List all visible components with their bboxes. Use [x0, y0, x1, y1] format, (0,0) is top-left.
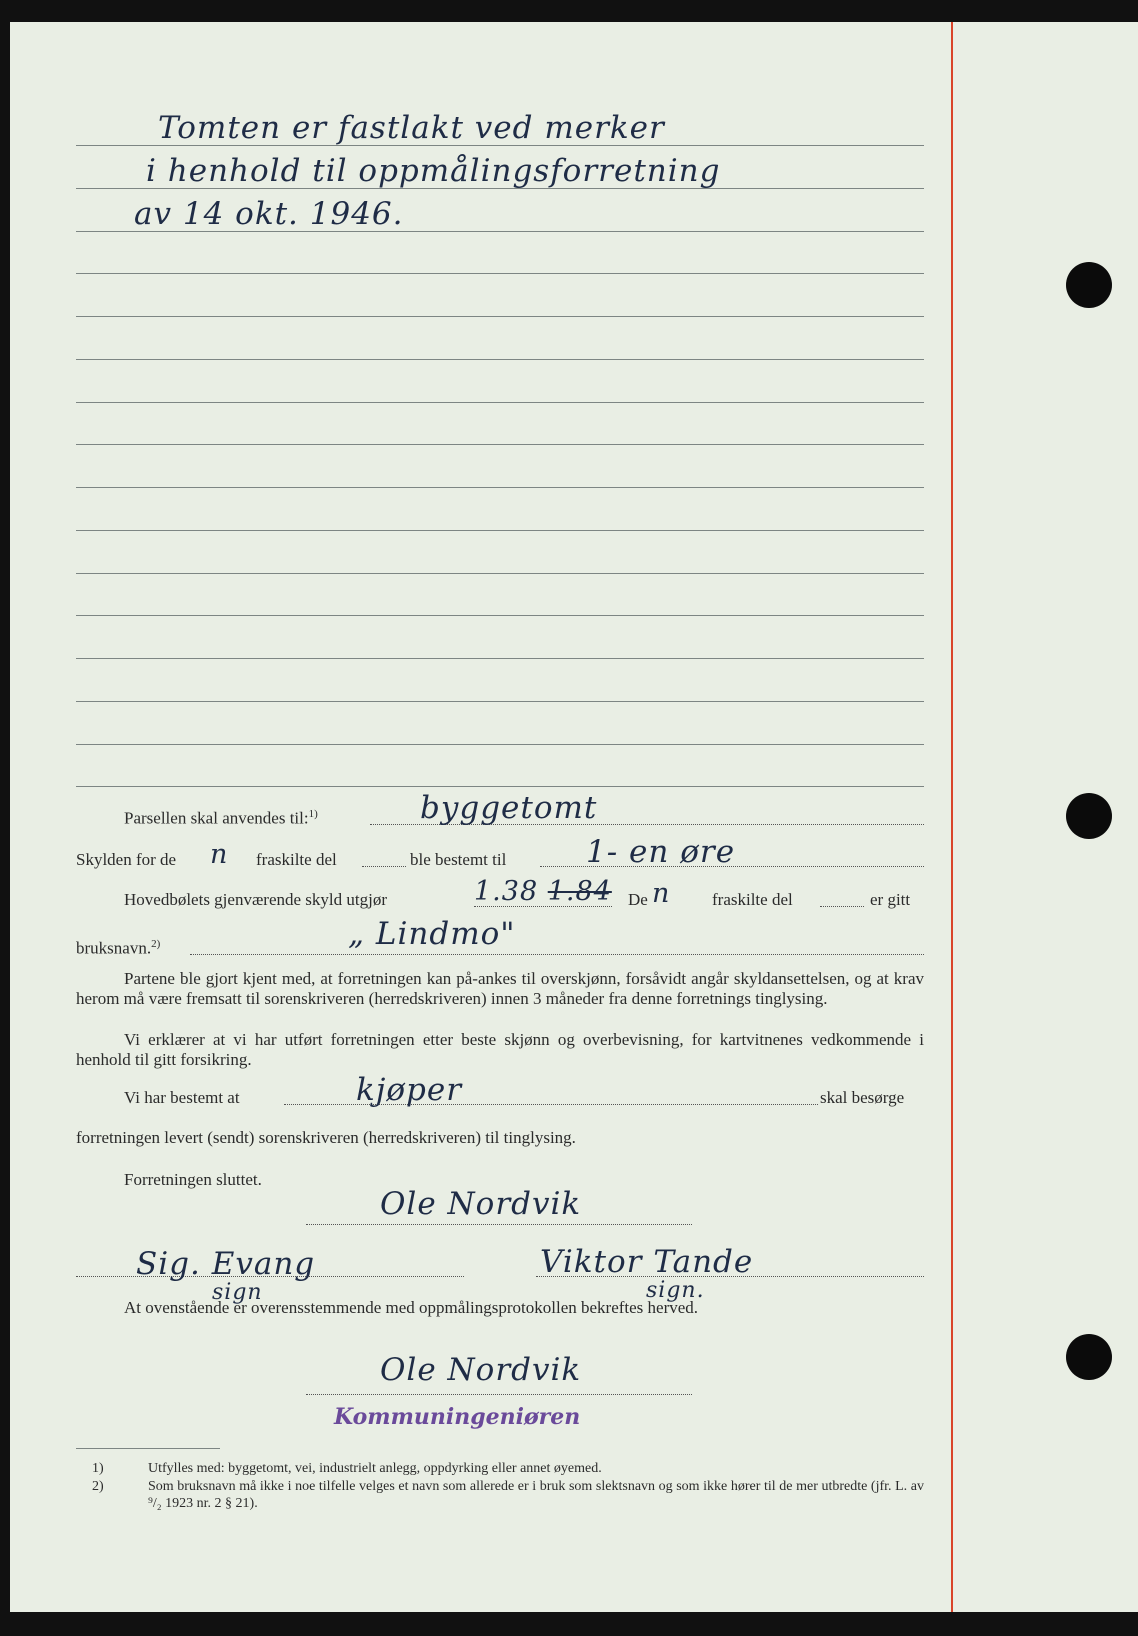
skylden-value: 1- en øre: [586, 834, 736, 870]
de-inserted: n: [652, 878, 671, 909]
ruled-line: [76, 273, 924, 274]
ruled-line: [76, 701, 924, 702]
hoved-value: 1.38 1.84: [474, 876, 612, 907]
bestemt-at-label: Vi har bestemt at: [124, 1088, 240, 1107]
ruled-line: [76, 487, 924, 488]
ruled-line: [76, 359, 924, 360]
fraskilte-label-2: fraskilte del: [712, 890, 793, 909]
ruled-line: [76, 530, 924, 531]
ruled-line: [76, 444, 924, 445]
besorge-label: skal besørge: [820, 1088, 905, 1107]
signature-main: Ole Nordvik: [380, 1186, 582, 1222]
fraskilte-label: fraskilte del: [256, 850, 337, 869]
ruled-line: [76, 573, 924, 574]
dotted-field: [362, 866, 406, 867]
official-stamp: Kommuningeniøren: [334, 1404, 581, 1430]
signature-right-note: sign.: [646, 1278, 705, 1303]
skylden-inserted: n: [210, 839, 229, 870]
levert-line: forretningen levert (sendt) sorenskriveren (herredskriveren) til tinglysing.: [76, 1128, 576, 1147]
punch-hole-bottom: [1066, 1334, 1112, 1380]
de-label: De: [628, 890, 648, 909]
bestemt-label: ble bestemt til: [410, 850, 507, 869]
signature-left-note: sign: [212, 1280, 263, 1305]
confirm-line: At ovenstående er overensstemmende med oppmålingsprotokollen bekreftes herved.: [124, 1298, 699, 1317]
signature-right: Viktor Tande: [540, 1244, 754, 1280]
punch-hole-top: [1066, 262, 1112, 308]
bestemt-value: kjøper: [356, 1072, 463, 1108]
handwritten-line-2: i henhold til oppmålingsforretning: [146, 153, 721, 189]
dotted-field: [820, 906, 864, 907]
skylden-label: Skylden for de: [76, 850, 177, 869]
ruled-line: [76, 786, 924, 787]
bruksnavn-label: bruksnavn.$^{2)}$: [76, 938, 161, 958]
footnote-2: 2) Som bruksnavn må ikke i noe tilfelle velges et navn som allerede er i bruk som slektsnavn og som ikke hører til de mer utbredte (jfr. L. av ⁹/₂ 1923 nr. 2 § 21).: [92, 1479, 924, 1511]
signature-left: Sig. Evang: [136, 1246, 316, 1282]
dotted-field: [190, 954, 924, 955]
ruled-line: [76, 615, 924, 616]
handwritten-line-1: Tomten er fastlakt ved merker: [158, 110, 665, 146]
footnote-1: 1) Utfylles med: byggetomt, vei, industrielt anlegg, oppdyrking eller annet øyemed.: [92, 1461, 602, 1476]
ruled-line: [76, 744, 924, 745]
er-gitt-label: er gitt: [870, 890, 911, 909]
bruksnavn-value: „ Lindmo": [348, 916, 516, 952]
signature-line-main: [306, 1224, 692, 1225]
parsellen-label: Parsellen skal anvendes til:$^{1)}$: [124, 808, 318, 828]
hoved-label: Hovedbølets gjenværende skyld utgjør: [124, 890, 387, 909]
ruled-line: [76, 316, 924, 317]
margin-line: [951, 22, 953, 1612]
signature-line-confirm: [306, 1394, 692, 1395]
handwritten-line-3: av 14 okt. 1946.: [134, 196, 404, 232]
parsellen-value: byggetomt: [420, 790, 598, 826]
signature-confirm: Ole Nordvik: [380, 1352, 582, 1388]
scan-border: [0, 1612, 1138, 1636]
ruled-line: [76, 402, 924, 403]
sluttet-line: Forretningen sluttet.: [124, 1170, 262, 1189]
erklaerer-paragraph: Vi erklærer at vi har utført forretningen etter beste skjønn og overbevisning, for kartvitnenes vedkommende i henhold til gitt forsikring.: [76, 1030, 924, 1069]
footnote-rule: [76, 1448, 220, 1449]
ruled-line: [76, 658, 924, 659]
partene-paragraph: Partene ble gjort kjent med, at forretningen kan på-ankes til overskjønn, forsåvidt angår skyldansettelsen, og at krav herom må være fremsatt til sorenskriveren (herredskriveren) innen 3 måneder fra denne forretnings tinglysing.: [76, 969, 924, 1008]
punch-hole-middle: [1066, 793, 1112, 839]
